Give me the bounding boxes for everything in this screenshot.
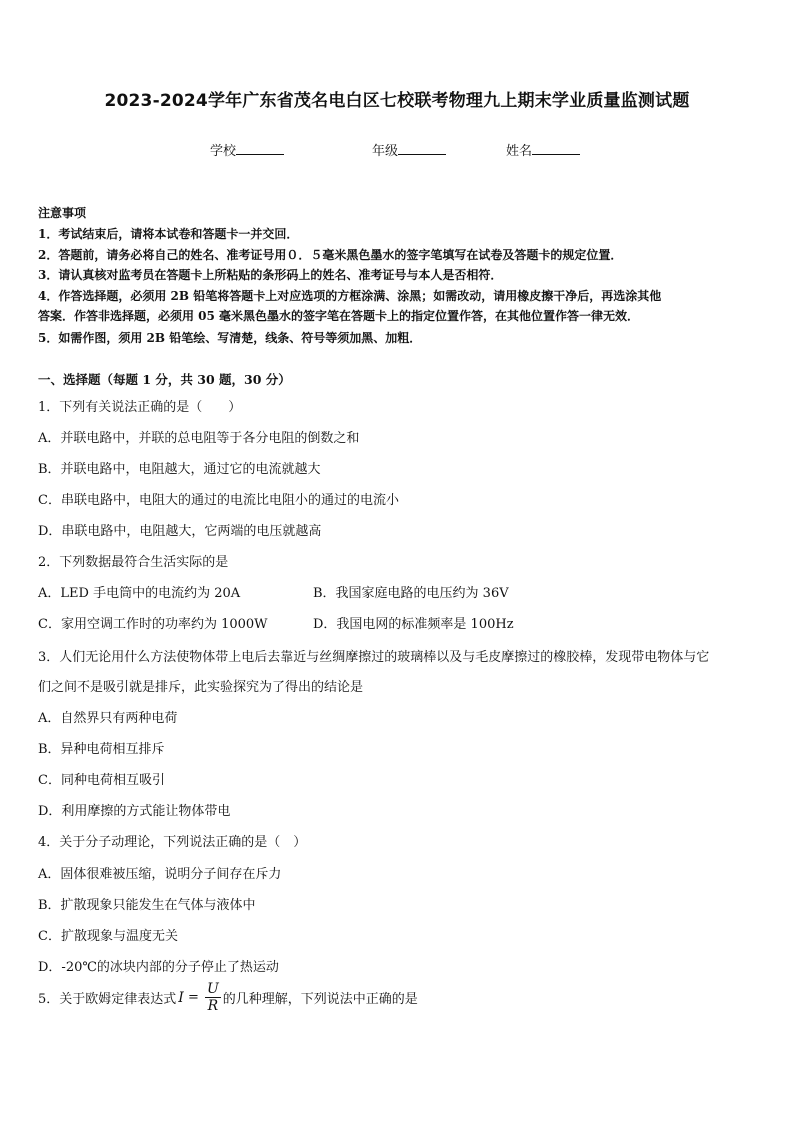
school-field[interactable] xyxy=(210,140,284,159)
option-3b[interactable]: B．异种电荷相互排斥 xyxy=(38,742,165,757)
question-5-prefix: 5．关于欧姆定律表达式 xyxy=(38,992,177,1007)
notice-item: 答案．作答非选择题，必须用 05 毫米黑色墨水的签字笔在答题卡上的指定位置作答，在其他位置作答一律无效． xyxy=(38,309,640,323)
question-5-suffix: 的几种理解，下列说法中正确的是 xyxy=(222,992,418,1007)
name-field[interactable] xyxy=(506,140,580,159)
option-2a[interactable]: A．LED 手电筒中的电流约为 20A xyxy=(38,586,241,601)
question-3-line-1: 3．人们无论用什么方法使物体带上电后去靠近与丝绸摩擦过的玻璃棒以及与毛皮摩擦过的橡胶棒，发现带电物体与它 xyxy=(38,650,710,665)
question-2: 2．下列数据最符合生活实际的是 xyxy=(38,555,229,570)
school-label: 学校 xyxy=(210,144,237,159)
option-2b[interactable]: B．我国家庭电路的电压约为 36V xyxy=(313,586,509,601)
option-1c[interactable]: C．串联电路中，电阻大的通过的电流比电阻小的通过的电流小 xyxy=(38,493,399,508)
section-heading: 一、选择题（每题 1 分，共 30 题，30 分） xyxy=(38,372,291,387)
option-4d[interactable]: D．-20℃的冰块内部的分子停止了热运动 xyxy=(38,960,279,975)
name-blank[interactable] xyxy=(532,142,580,155)
notice-item: 3．请认真核对监考员在答题卡上所粘贴的条形码上的姓名、准考证号与本人是否相符． xyxy=(38,268,503,282)
notice-heading: 注意事项 xyxy=(38,206,87,220)
option-1a[interactable]: A．并联电路中，并联的总电阻等于各分电阻的倒数之和 xyxy=(38,431,360,446)
option-1d[interactable]: D．串联电路中，电阻越大，它两端的电压就越高 xyxy=(38,524,322,539)
question-5 xyxy=(38,982,418,1013)
formula-equals: = xyxy=(183,990,203,1005)
question-4: 4．关于分子动理论，下列说法正确的是（ ） xyxy=(38,835,307,850)
notice-item: 1．考试结束后，请将本试卷和答题卡一并交回． xyxy=(38,227,299,241)
option-4c[interactable]: C．扩散现象与温度无关 xyxy=(38,929,178,944)
grade-field[interactable] xyxy=(372,140,446,159)
option-2d[interactable]: D．我国电网的标准频率是 100Hz xyxy=(313,617,514,632)
option-1b[interactable]: B．并联电路中，电阻越大，通过它的电流就越大 xyxy=(38,462,321,477)
question-3-line-2: 们之间不是吸引就是排斥，此实验探究为了得出的结论是 xyxy=(38,680,364,695)
question-1: 1．下列有关说法正确的是（ ） xyxy=(38,400,242,415)
notice-item: 2．答题前，请务必将自己的姓名、准考证号用０．５毫米黑色墨水的签字笔填写在试卷及答题卡的规定位置． xyxy=(38,248,623,262)
option-3d[interactable]: D．利用摩擦的方式能让物体带电 xyxy=(38,804,231,819)
option-3c[interactable]: C．同种电荷相互吸引 xyxy=(38,773,165,788)
option-2c[interactable]: C．家用空调工作时的功率约为 1000W xyxy=(38,617,268,632)
grade-blank[interactable] xyxy=(398,142,446,155)
option-4a[interactable]: A．固体很难被压缩，说明分子间存在斥力 xyxy=(38,867,282,882)
notice-item: 4．作答选择题，必须用 2B 铅笔将答题卡上对应选项的方框涂满、涂黑；如需改动，请用橡皮擦干净后，再选涂其他 xyxy=(38,289,662,303)
grade-label: 年级 xyxy=(372,144,399,159)
option-4b[interactable]: B．扩散现象只能发生在气体与液体中 xyxy=(38,898,256,913)
formula-denominator: R xyxy=(207,998,219,1014)
school-blank[interactable] xyxy=(236,142,284,155)
page-title: 2023-2024学年广东省茂名电白区七校联考物理九上期末学业质量监测试题 xyxy=(104,91,690,111)
name-label: 姓名 xyxy=(506,144,533,159)
option-3a[interactable]: A．自然界只有两种电荷 xyxy=(38,711,178,726)
formula-fraction xyxy=(205,982,221,1013)
formula-numerator: U xyxy=(206,981,219,997)
formula-current: I xyxy=(178,989,184,1006)
notice-item: 5．如需作图，须用 2B 铅笔绘、写清楚，线条、符号等须加黑、加粗． xyxy=(38,331,422,345)
